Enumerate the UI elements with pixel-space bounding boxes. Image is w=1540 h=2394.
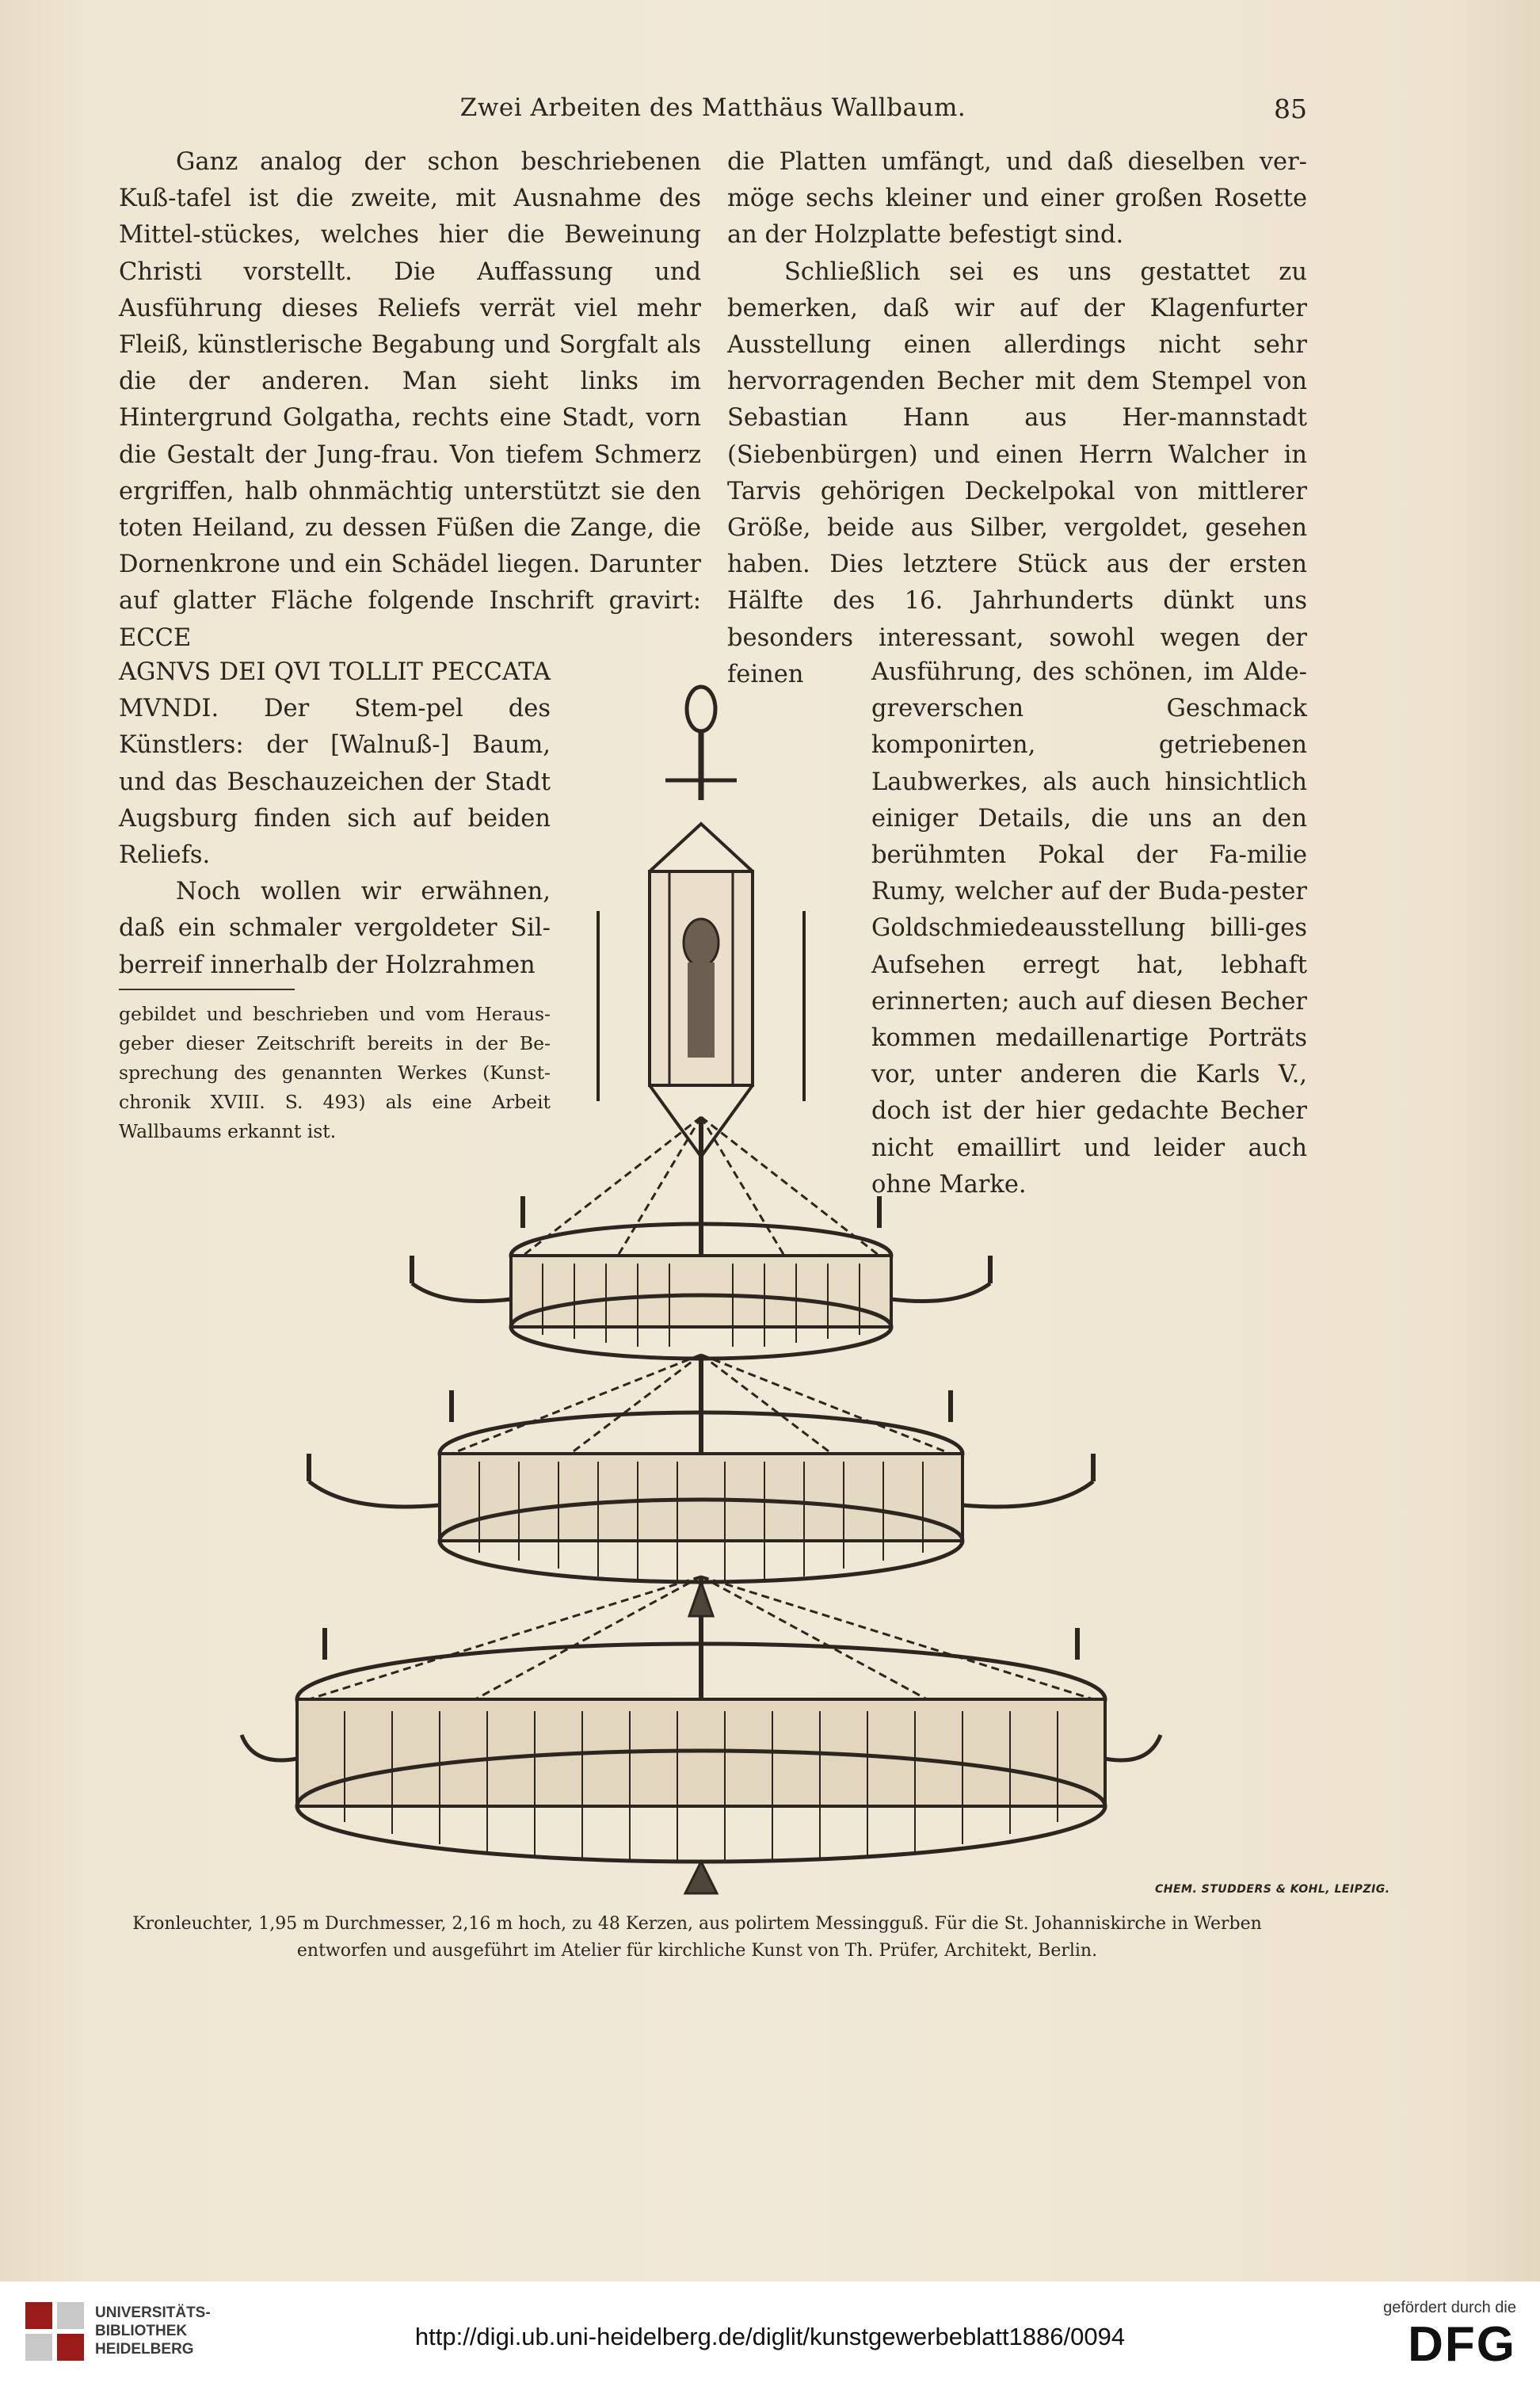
paragraph: Ganz analog der schon beschriebenen Kuß-tafel ist die zweite, mit Ausnahme des Mittel-stückes, welches hier die Beweinung Christi vorstellt. Die Auffassung und Ausführung dieses Reliefs verrät viel mehr Fleiß, künstlerische Begabung und Sorgfalt als die der anderen. Man sieht links im Hintergrund Golgatha, rechts eine Stadt, vorn die Gestalt der Jung-frau. Von tiefem Schmerz ergriffen, halb ohnmächtig unterstützt sie den toten Heiland, zu dessen Füßen die Zange, die Dornenkrone und ein Schädel liegen. Darunter auf glatter Fläche folgende Inschrift gravirt: ECCE xyxy=(119,148,701,652)
digitization-footer xyxy=(0,2282,1540,2394)
right-column-top xyxy=(727,144,1307,693)
paragraph: Noch wollen wir erwähnen, daß ein schmaler vergoldeter Sil-berreif innerhalb der Holzrahmen xyxy=(119,878,551,979)
permalink-url[interactable]: http://digi.ub.uni-heidelberg.de/diglit/kunstgewerbeblatt1886/0094 xyxy=(414,2323,1126,2350)
caption-line: Kronleuchter, 1,95 m Durchmesser, 2,16 m hoch, zu 48 Kerzen, aus polirtem Messingguß. Für die St. Johanniskirche in Werben xyxy=(132,1914,1262,1934)
caption-line: entworfen und ausgeführt im Atelier für kirchliche Kunst von Th. Prüfer, Architekt, Berlin. xyxy=(296,1941,1098,1961)
running-head xyxy=(119,93,1307,133)
funder-block xyxy=(1383,2299,1516,2373)
paragraph: Ausführung, des schönen, im Alde-greverschen Geschmack komponirten, getriebenen Laubwerkes, als auch hinsichtlich einiger Details, die uns an den berühmten Pokal der Fa-milie Rumy, welcher auf der Buda-pester Goldschmiedeausstellung billi-ges Aufsehen erregt hat, lebhaft erinnerten; auch auf diesen Becher kommen medaillenartige Porträts vor, unter anderen die Karls V., doch ist der hier gedachte Becher nicht emaillirt und leider auch ohne Marke. xyxy=(871,658,1307,1199)
figure-caption xyxy=(79,1911,1315,1965)
paragraph: die Platten umfängt, und daß dieselben ver-möge sechs kleiner und einer großen Rosette an der Holzplatte befestigt sind. xyxy=(727,148,1307,250)
running-title: Zwei Arbeiten des Matthäus Wallbaum. xyxy=(459,93,966,122)
left-column-top xyxy=(119,144,701,657)
chandelier-illustration xyxy=(238,673,1323,1901)
library-name-line: BIBLIOTHEK xyxy=(95,2323,188,2339)
page-number: 85 xyxy=(1274,93,1307,124)
chandelier-engraving xyxy=(238,673,1323,1901)
dfg-logo: DFG xyxy=(1408,2317,1516,2372)
paragraph: AGNVS DEI QVI TOLLIT PECCATA MVNDI. Der Stem-pel des Künstlers: der [Walnuß-] Baum, und das Beschauzeichen der Stadt Augsburg finden sich auf beiden Reliefs. xyxy=(119,658,551,870)
footnote: gebildet und beschrieben und vom Heraus-geber dieser Zeitschrift bereits in der Be-sprechung des genannten Werkes (Kunst-chronik XVIII. S. 493) als eine Arbeit Wallbaums erkannt ist. xyxy=(119,1003,551,1142)
engraver-credit: CHEM. STUDDERS & KOHL, LEIPZIG. xyxy=(1155,1883,1390,1896)
library-name-line: UNIVERSITÄTS- xyxy=(95,2304,211,2321)
library-name-line: HEIDELBERG xyxy=(95,2341,194,2358)
funder-label: gefördert durch die xyxy=(1383,2299,1516,2316)
paragraph: Schließlich sei es uns gestattet zu bemerken, daß wir auf der Klagenfurter Ausstellung einen allerdings nicht sehr hervorragenden Becher mit dem Stempel von Sebastian Hann aus Her-mannstadt (Siebenbürgen) und einen Herrn Walcher in Tarvis gehörigen Deckelpokal von mittlerer Größe, beide aus Silber, vergoldet, gesehen haben. Dies letztere Stück aus der ersten Hälfte des 16. Jahrhunderts dünkt uns besonders interessant, sowohl wegen der feinen xyxy=(727,257,1307,688)
